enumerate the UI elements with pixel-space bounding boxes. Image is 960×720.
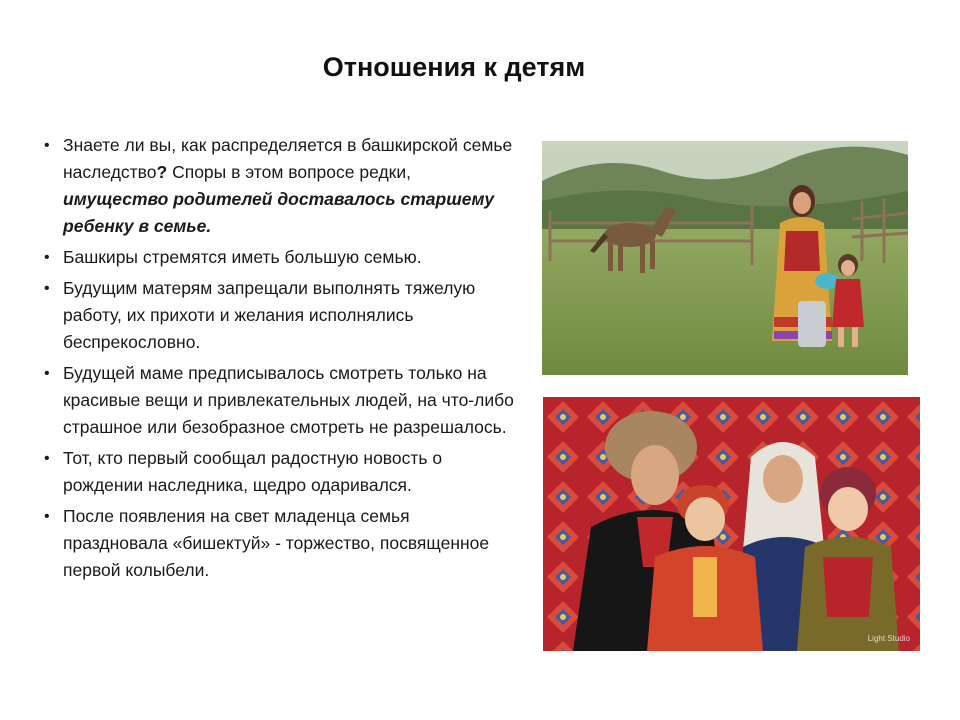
bullet-question-mark: ? (156, 162, 168, 182)
slide-title: Отношения к детям (322, 52, 586, 82)
bullet-text: Знаете ли вы, как распределяется в башкирской семье наследство (63, 135, 513, 182)
bullet-item (44, 132, 519, 240)
bullet-marker: • (44, 365, 50, 382)
bullet-item (44, 244, 519, 271)
photo-family-traditional (543, 397, 920, 651)
bullet-marker: • (44, 508, 50, 525)
bullet-text: Тот, кто первый сообщал радостную новость о рождении наследника, щедро одаривался. (63, 448, 443, 495)
bullet-text: Башкиры стремятся иметь большую семью. (63, 247, 422, 267)
bullet-marker: • (44, 249, 50, 266)
bullet-text: Будущим матерям запрещали выполнять тяжелую работу, их прихоти и желания исполнялись беспрекословно. (63, 278, 476, 352)
bullet-list (44, 132, 519, 588)
bullet-text: После появления на свет младенца семья праздновала «бишектуй» - торжество, посвященное первой колыбели. (63, 506, 490, 580)
photo-pasture-family (542, 141, 908, 375)
bullet-item (44, 360, 519, 441)
bullet-text: Споры в этом вопросе редки, (167, 162, 411, 182)
bullet-item (44, 275, 519, 356)
bullet-emphasis: имущество родителей доставалось старшему ребенку в семье. (63, 189, 495, 236)
bullet-item (44, 445, 519, 499)
bullet-marker: • (44, 280, 50, 297)
photo-watermark: Light Studio (867, 634, 910, 643)
bullet-text: Будущей маме предписывалось смотреть только на красивые вещи и привлекательных людей, на что-либо страшное или безобразное смотреть не разрешалось. (63, 363, 514, 437)
bullet-item (44, 503, 519, 584)
bullet-marker: • (44, 450, 50, 467)
bullet-marker: • (44, 137, 50, 154)
